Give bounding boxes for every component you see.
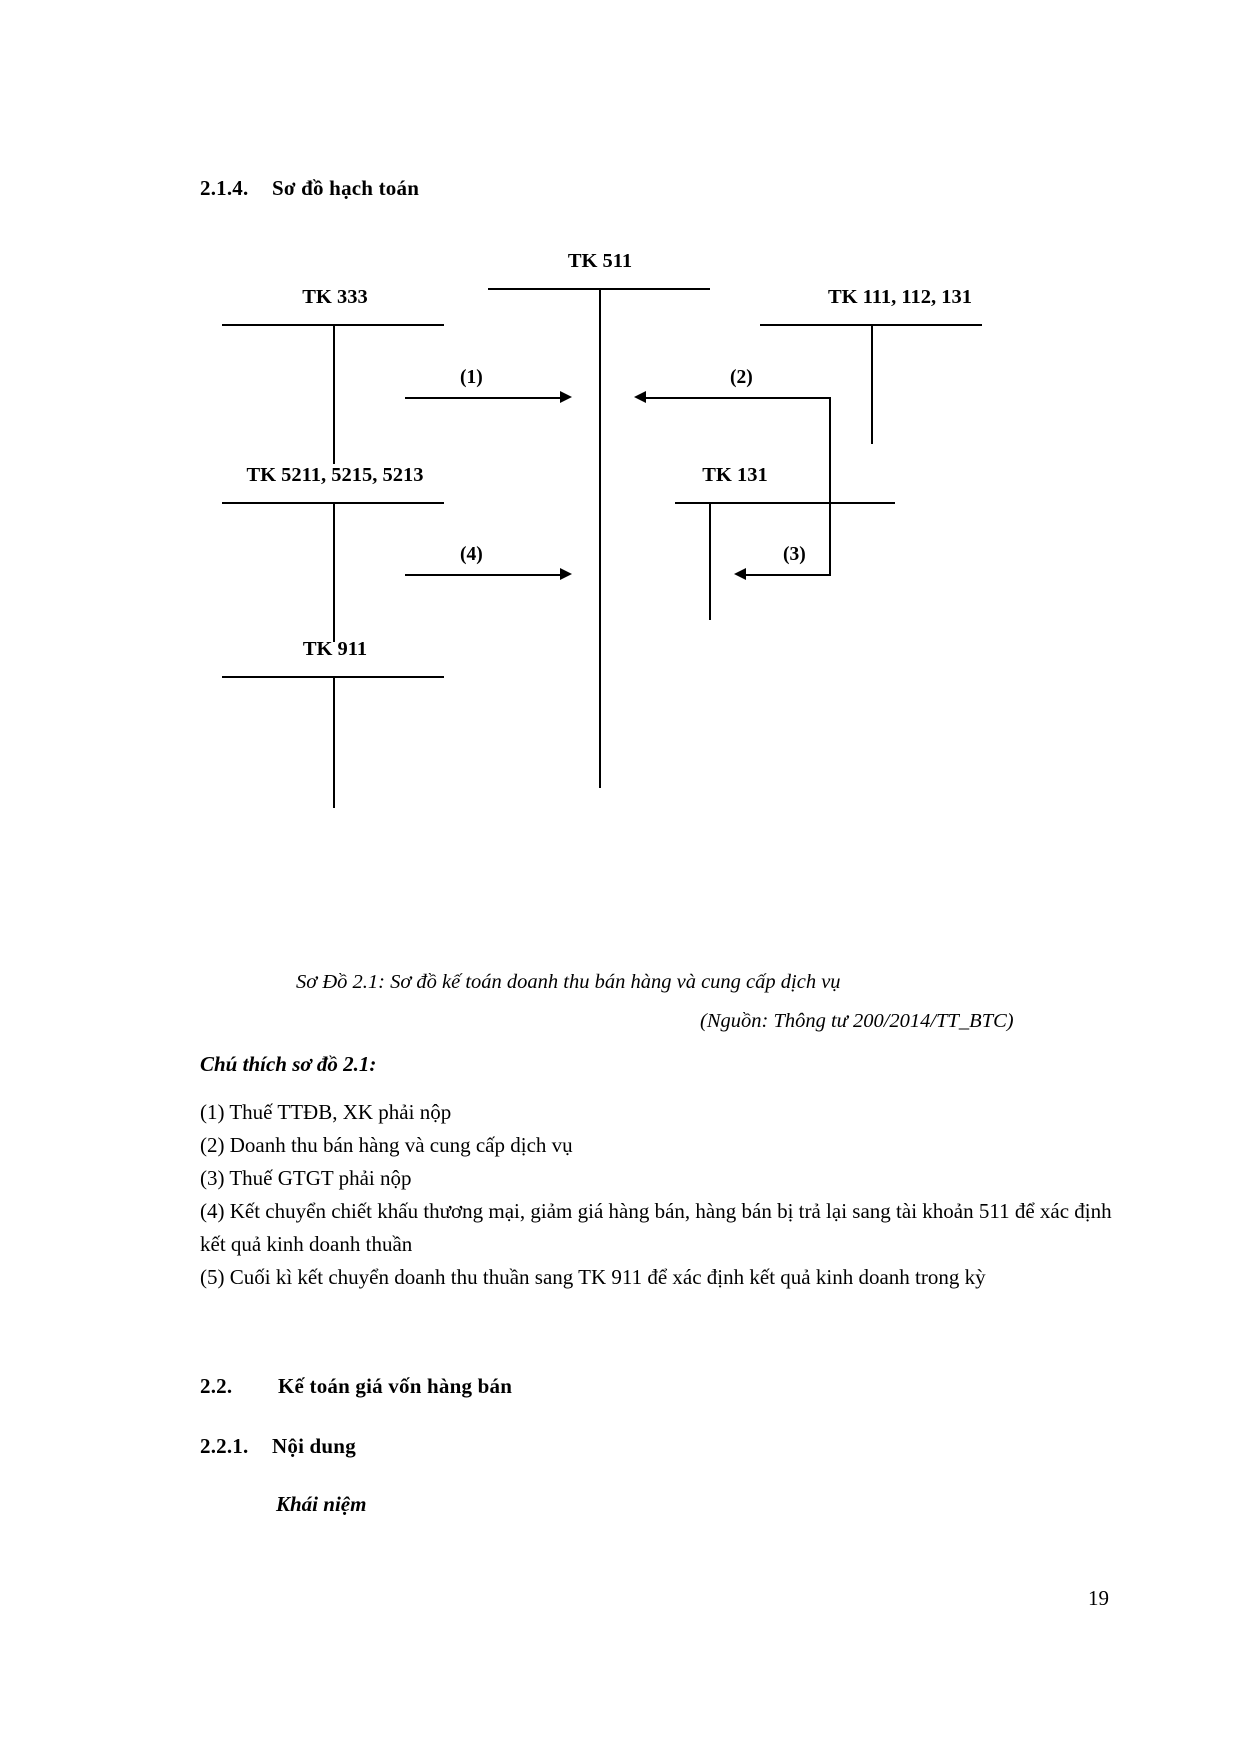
heading-section-2-1-4 (200, 176, 419, 201)
flow-line-1 (405, 397, 562, 399)
account-stem-tk5211-5215-5213 (333, 502, 335, 642)
flow-arrowhead-1 (560, 391, 572, 403)
flow-label-1: (1) (460, 367, 483, 388)
account-stem-tk333 (333, 324, 335, 464)
flow-line-3 (745, 574, 831, 576)
account-label-tk911: TK 911 (302, 638, 368, 660)
heading-number: 2.2. (200, 1374, 233, 1398)
account-stem-tk131 (709, 502, 711, 620)
heading-number: 2.2.1. (200, 1434, 249, 1458)
flow-line-4 (405, 574, 562, 576)
flow-line-2 (645, 397, 830, 399)
account-label-tk511: TK 511 (567, 250, 633, 272)
account-stem-tk911 (333, 676, 335, 808)
account-stem-tk511 (599, 288, 601, 788)
page-number: 19 (1088, 1586, 1109, 1610)
heading-section-2-2 (200, 1374, 512, 1399)
account-rule-tk131 (675, 502, 895, 504)
flow-label-2: (2) (730, 367, 753, 388)
heading-khai-niem: Khái niệm (276, 1492, 367, 1516)
note-item: (3) Thuế GTGT phải nộp (200, 1166, 412, 1190)
flow-arrowhead-4 (560, 568, 572, 580)
heading-title: Sơ đồ hạch toán (272, 176, 420, 200)
account-stem-tk111-112-131 (871, 324, 873, 444)
heading-title: Kế toán giá vốn hàng bán (278, 1374, 513, 1398)
note-item: (4) Kết chuyển chiết khấu thương mại, giảm giá hàng bán, hàng bán bị trả lại sang tài khoản 511 để xác định kết quả kinh doanh thuần (200, 1199, 1112, 1256)
account-label-tk131: TK 131 (702, 464, 768, 486)
account-label-tk333: TK 333 (302, 286, 368, 308)
account-label-tk5211-5215-5213: TK 5211, 5215, 5213 (246, 464, 424, 486)
t-account-diagram (200, 250, 1120, 930)
figure-caption: Sơ Đồ 2.1: Sơ đồ kế toán doanh thu bán hàng và cung cấp dịch vụ (296, 971, 841, 993)
heading-number: 2.1.4. (200, 176, 249, 200)
flow-riser-2-3 (829, 397, 831, 575)
note-item: (5) Cuối kì kết chuyển doanh thu thuần sang TK 911 để xác định kết quả kinh doanh trong kỳ (200, 1265, 986, 1289)
account-label-tk111-112-131: TK 111, 112, 131 (827, 286, 973, 308)
flow-label-3: (3) (783, 544, 806, 565)
heading-section-2-2-1 (200, 1434, 356, 1459)
note-item: (1) Thuế TTĐB, XK phải nộp (200, 1100, 452, 1124)
note-item: (2) Doanh thu bán hàng và cung cấp dịch vụ (200, 1133, 573, 1157)
figure-source: (Nguồn: Thông tư 200/2014/TT_BTC) (700, 1010, 1014, 1032)
heading-title: Nội dung (272, 1434, 356, 1458)
notes-title: Chú thích sơ đồ 2.1: (200, 1052, 377, 1076)
flow-arrowhead-3 (734, 568, 746, 580)
flow-label-4: (4) (460, 544, 483, 565)
flow-arrowhead-2 (634, 391, 646, 403)
notes-list (200, 1096, 1122, 1294)
